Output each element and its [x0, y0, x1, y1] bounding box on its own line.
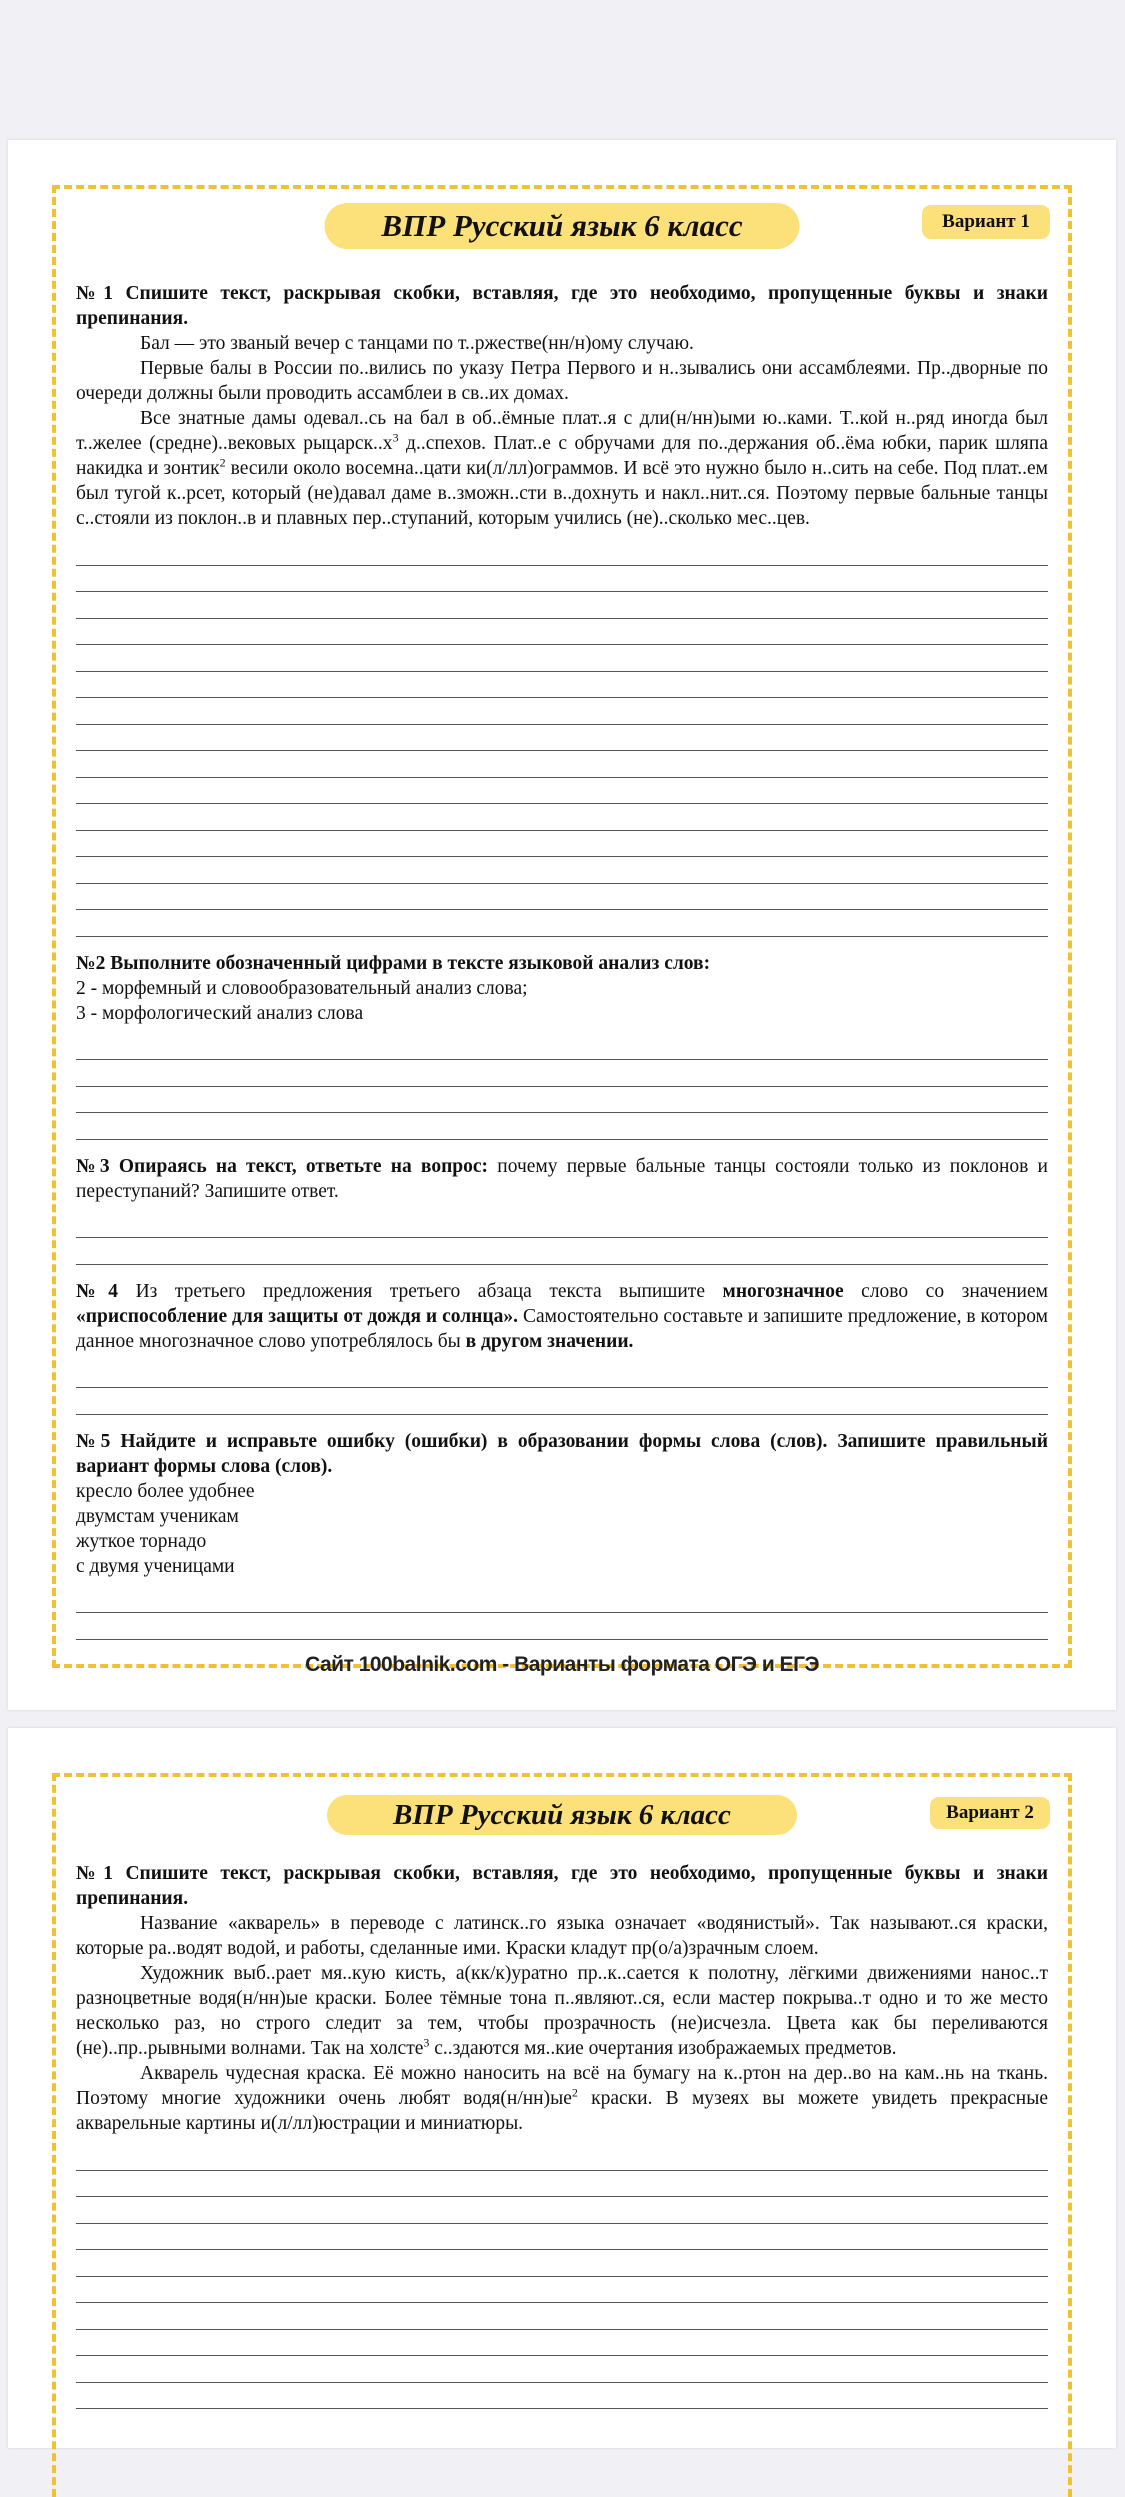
answer-line — [76, 1613, 1048, 1640]
answer-line — [76, 539, 1048, 566]
answer-line — [76, 1060, 1048, 1087]
answer-line — [76, 831, 1048, 858]
answer-line — [76, 1034, 1048, 1061]
task-1-paragraph-3: Акварель чудесная краска. Её можно наносить на всё на бумагу на к..ртон на дер..во на кам..нь на ткань. Поэтому многие художники очень любят $водя(н/нн)ые^2$ краски. В музеях вы можете увидеть прекрасные акварельные картины и(л/лл)юстрации и миниатюры. — [76, 2063, 1049, 2134]
task-1-paragraph-1: Бал — это званый вечер с танцами по т..ржестве(нн/н)ому случаю. — [140, 333, 694, 354]
task-1-paragraph-1: Название «акварель» в переводе с латинск..го языка означает «водянистый». Так называют..ся краски, которые ра..водят водой, и работы, сделанные ими. Краски кладут пр(о/а)зрачным слоем. — [76, 1913, 1048, 1959]
answer-line — [76, 2224, 1048, 2251]
task-1-paragraph-3: Все знатные дамы одевал..сь на бал в об..ёмные плат..я с дли(н/нн)ыми ю..ками. Т..кой н..ряд иногда был т..желее (средне)..вековых $рыцарск..х^3$ д..спехов. Плат..е с обручами для по..держания об..ёма юбки, парик шляпа накидка и зонтик$^2$ весили около восемна..цати ки(л/лл)ограммов. И всё это нужно было н..сить на себе. Под плат..ем был тугой к..рсет, который (не)давал даме в..зможн..сти в..дохнуть и накл..нит..ся. Поэтому первые бальные танцы с..стояли из поклон..в и плавных пер..ступаний, которым учились (не)..сколько мес..цев. — [76, 408, 1048, 529]
worksheet-page-1 — [8, 140, 1116, 1710]
task-2-line-1: 2 - морфемный и словообразовательный анализ слова; — [76, 977, 528, 999]
answer-lines — [76, 2144, 1048, 2409]
answer-line — [76, 1113, 1048, 1140]
task-1-heading: №1 Спишите текст, раскрывая скобки, вставляя, где это необходимо, пропущенные буквы и знаки препинания. — [76, 1863, 1048, 1909]
footnote-mark: 2 — [219, 455, 226, 470]
variant-badge: Вариант 1 — [922, 205, 1050, 239]
task-1 — [76, 1861, 1048, 2409]
answer-line — [76, 566, 1048, 593]
task-5-item: кресло более удобнее — [76, 1480, 255, 1502]
footnote-mark: 3 — [392, 430, 399, 445]
worksheet-page-2 — [8, 1728, 1116, 2448]
answer-line — [76, 2356, 1048, 2383]
task-1-heading: №1 Спишите текст, раскрывая скобки, вставляя, где это необходимо, пропущенные буквы и знаки препинания. — [76, 283, 1048, 329]
answer-line — [76, 2250, 1048, 2277]
answer-lines — [76, 1362, 1048, 1415]
task-2 — [76, 951, 1048, 1140]
answer-line — [76, 1087, 1048, 1114]
variant-badge: Вариант 2 — [930, 1797, 1050, 1829]
answer-line — [76, 2330, 1048, 2357]
task-2-heading: №2 Выполните обозначенный цифрами в тексте языковой анализ слов: — [76, 952, 711, 974]
site-footer: Сайт 100balnik.com - Варианты формата ОГЭ и ЕГЭ — [305, 1653, 819, 1676]
task-1-paragraph-2: Художник выб..рает мя..кую кисть, а(кк/к)уратно пр..к..сается к полотну, лёгкими движениями нанос..т разноцветные водя(н/нн)ые краски. Более тёмные тона п..являют..ся, если мастер покрыва..т одно и то же место несколько раз, но строго следит за тем, чтобы прозрачность (не)исчезла. Цвета как бы переливаются (не)..пр..рывными волнами. Так на холсте$^3$ с..здаются мя..кие очертания изображаемых предметов. — [76, 1963, 1048, 2059]
task-5-item: двумстам ученикам — [76, 1505, 239, 1527]
page-title: ВПР Русский язык 6 класс — [325, 203, 800, 249]
answer-line — [76, 2277, 1048, 2304]
answer-lines — [76, 1587, 1048, 1640]
task-2-line-2: 3 - морфологический анализ слова — [76, 1002, 364, 1024]
answer-line — [76, 2197, 1048, 2224]
answer-line — [76, 910, 1048, 937]
task-4 — [76, 1279, 1048, 1415]
answer-line — [76, 1362, 1048, 1389]
answer-line — [76, 672, 1048, 699]
answer-line — [76, 1212, 1048, 1239]
answer-lines — [76, 539, 1048, 937]
task-1 — [76, 281, 1048, 937]
answer-line — [76, 1388, 1048, 1415]
answer-lines — [76, 1034, 1048, 1140]
task-5-heading: №5 Найдите и исправьте ошибку (ошибки) в образовании формы слова (слов). Запишите правильный вариант формы слова (слов). — [76, 1430, 1048, 1477]
task-3 — [76, 1154, 1048, 1265]
dashed-border-frame — [52, 1773, 1072, 2497]
dashed-border-frame — [52, 185, 1072, 1668]
task-5 — [76, 1429, 1048, 1640]
answer-line — [76, 1587, 1048, 1614]
answer-line — [76, 778, 1048, 805]
task-5-item: с двумя ученицами — [76, 1555, 235, 1577]
page-content — [76, 1861, 1048, 2409]
answer-line — [76, 751, 1048, 778]
answer-lines — [76, 1212, 1048, 1265]
page-content — [76, 281, 1048, 1640]
answer-line — [76, 857, 1048, 884]
answer-line — [76, 592, 1048, 619]
task-4-text: №4 Из третьего предложения третьего абзаца текста выпишите многозначное слово со значением «приспособление для защиты от дождя и солнца». Самостоятельно составьте и запишите предложение, в котором данное многозначное слово употреблялось бы в другом значении. — [76, 1280, 1048, 1352]
task-1-paragraph-2: Первые балы в России по..вились по указу Петра Первого и н..зывались они ассамблеями. Пр..дворные по очереди должны были проводить ассамблеи в св..их домах. — [76, 358, 1048, 404]
answer-line — [76, 2303, 1048, 2330]
answer-line — [76, 725, 1048, 752]
answer-line — [76, 2383, 1048, 2410]
answer-line — [76, 2144, 1048, 2171]
task-5-item: жуткое торнадо — [76, 1530, 207, 1552]
answer-line — [76, 1238, 1048, 1265]
answer-line — [76, 884, 1048, 911]
answer-line — [76, 804, 1048, 831]
answer-line — [76, 645, 1048, 672]
answer-line — [76, 698, 1048, 725]
task-3-text: №3 Опираясь на текст, ответьте на вопрос: почему первые бальные танцы состояли только из поклонов и переступаний? Запишите ответ. — [76, 1155, 1048, 1202]
page-title: ВПР Русский язык 6 класс — [327, 1795, 797, 1835]
footnote-mark: 2 — [571, 2085, 578, 2100]
answer-line — [76, 2171, 1048, 2198]
footnote-mark: 3 — [423, 2035, 430, 2050]
answer-line — [76, 619, 1048, 646]
